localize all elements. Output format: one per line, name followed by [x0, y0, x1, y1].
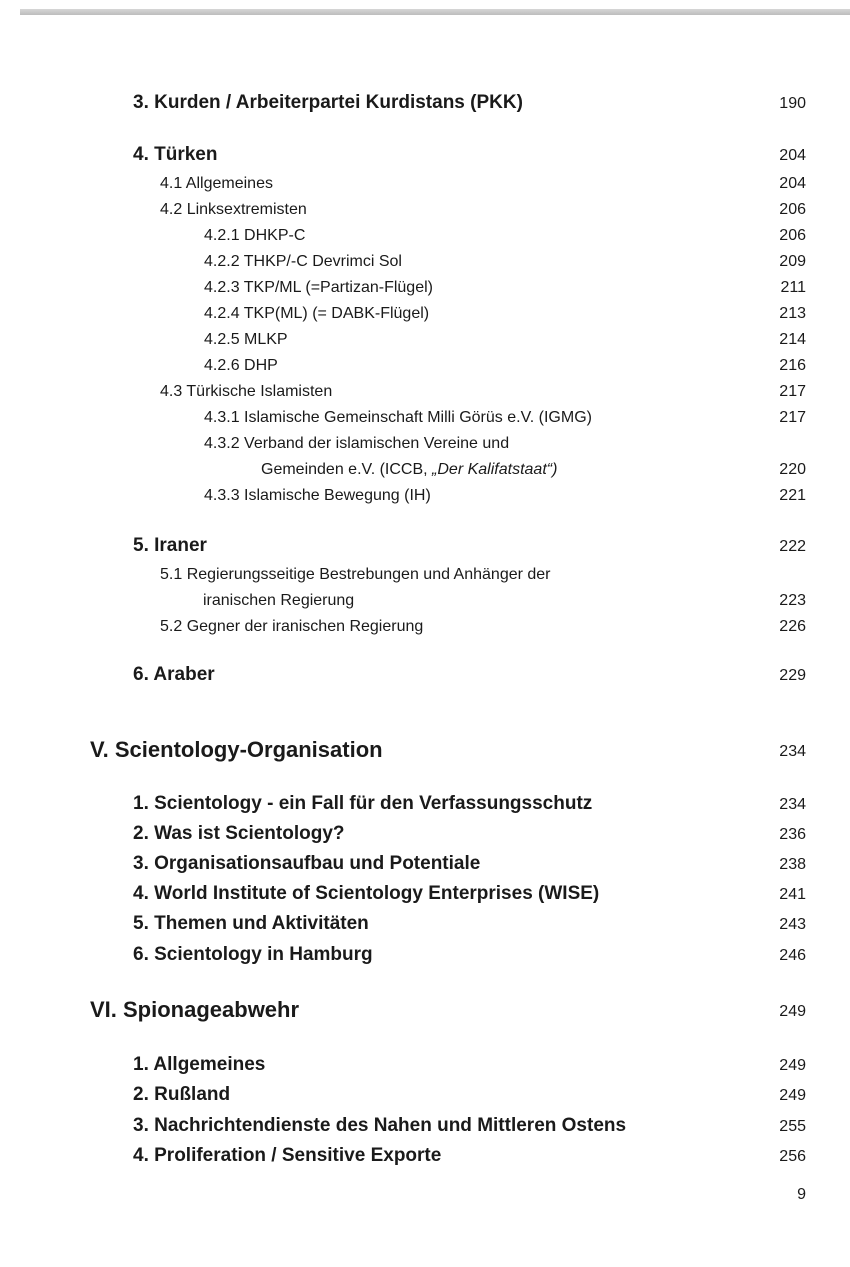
toc-page-5-1: 223 [779, 592, 806, 609]
toc-page-tuerken: 204 [779, 147, 806, 164]
toc-entry-4-1: 4.1 Allgemeines [160, 175, 273, 192]
toc-entry-4-2-4: 4.2.4 TKP(ML) (= DABK-Flügel) [204, 305, 430, 322]
toc-page-vi-2: 249 [779, 1087, 806, 1104]
toc-page-vi-1: 249 [779, 1057, 806, 1074]
scan-top-edge [20, 9, 850, 15]
toc-entry-5-1-line1: 5.1 Regierungsseitige Bestrebungen und Anhänger der [160, 566, 551, 583]
toc-page-4-3-1: 217 [779, 409, 806, 426]
toc-entry-v-1: 1. Scientology - ein Fall für den Verfassungsschutz [133, 793, 593, 814]
toc-page-4-2-5: 214 [779, 331, 806, 348]
toc-entry-tuerken: 4. Türken [133, 144, 218, 165]
toc-entry-vi-3: 3. Nachrichtendienste des Nahen und Mittleren Ostens [133, 1115, 627, 1136]
toc-entry-v-3: 3. Organisationsaufbau und Potentiale [133, 853, 481, 874]
toc-entry-4-2-3: 4.2.3 TKP/ML (=Partizan-Flügel) [204, 279, 433, 296]
toc-page-v-4: 241 [779, 886, 806, 903]
toc-entry-4-2-1: 4.2.1 DHKP-C [204, 227, 306, 244]
toc-entry-4-2-6: 4.2.6 DHP [204, 357, 278, 374]
toc-entry-kurden: 3. Kurden / Arbeiterpartei Kurdistans (PKK) [133, 92, 523, 113]
toc-entry-vi-2: 2. Rußland [133, 1084, 231, 1105]
toc-entry-5-2: 5.2 Gegner der iranischen Regierung [160, 618, 424, 635]
toc-page-4-2-1: 206 [779, 227, 806, 244]
toc-page-4-2-4: 213 [779, 305, 806, 322]
toc-entry-4-3-1: 4.3.1 Islamische Gemeinschaft Milli Görüs e.V. (IGMG) [204, 409, 592, 426]
toc-page-chapter-vi: 249 [779, 1003, 806, 1020]
toc-entry-araber: 6. Araber [133, 664, 215, 685]
toc-entry-4-3-3: 4.3.3 Islamische Bewegung (IH) [204, 487, 431, 504]
toc-entry-4-3: 4.3 Türkische Islamisten [160, 383, 333, 400]
toc-page-chapter-v: 234 [779, 743, 806, 760]
toc-entry-4-2-2: 4.2.2 THKP/-C Devrimci Sol [204, 253, 402, 270]
toc-entry-4-3-2-italic: „Der Kalifatstaat“) [432, 461, 558, 478]
toc-entry-5-1-line2: iranischen Regierung [203, 592, 355, 609]
toc-page-v-6: 246 [779, 947, 806, 964]
toc-page-4-2-2: 209 [779, 253, 806, 270]
toc-page-vi-4: 256 [779, 1148, 806, 1165]
toc-page-4-3: 217 [779, 383, 806, 400]
toc-page-vi-3: 255 [779, 1118, 806, 1135]
toc-entry-4-3-2-prefix: Gemeinden e.V. (ICCB, [261, 461, 433, 478]
toc-chapter-vi: VI. Spionageabwehr [90, 997, 300, 1022]
toc-entry-v-4: 4. World Institute of Scientology Enterprises (WISE) [133, 883, 600, 904]
toc-entry-iraner: 5. Iraner [133, 535, 207, 556]
toc-page-v-2: 236 [779, 826, 806, 843]
toc-page-kurden: 190 [779, 95, 806, 112]
toc-entry-4-3-2-line2 [261, 461, 557, 479]
toc-page-5-2: 226 [779, 618, 806, 635]
toc-page-4-1: 204 [779, 175, 806, 192]
toc-page-v-3: 238 [779, 856, 806, 873]
toc-entry-4-3-2-line1: 4.3.2 Verband der islamischen Vereine und [204, 435, 510, 452]
toc-entry-v-2: 2. Was ist Scientology? [133, 823, 345, 844]
toc-page-4-2: 206 [779, 201, 806, 218]
toc-entry-vi-4: 4. Proliferation / Sensitive Exporte [133, 1145, 442, 1166]
toc-entry-v-5: 5. Themen und Aktivitäten [133, 913, 369, 934]
toc-page-v-1: 234 [779, 796, 806, 813]
page-number: 9 [797, 1186, 806, 1203]
toc-page-v-5: 243 [779, 916, 806, 933]
toc-entry-v-6: 6. Scientology in Hamburg [133, 944, 373, 965]
toc-entry-4-2-5: 4.2.5 MLKP [204, 331, 288, 348]
toc-page-iraner: 222 [779, 538, 806, 555]
toc-entry-4-2: 4.2 Linksextremisten [160, 201, 307, 218]
toc-page-araber: 229 [779, 667, 806, 684]
toc-chapter-v: V. Scientology-Organisation [90, 737, 383, 762]
toc-page-4-3-3: 221 [779, 487, 806, 504]
toc-page-4-2-3: 211 [780, 279, 806, 296]
toc-entry-vi-1: 1. Allgemeines [133, 1054, 266, 1075]
toc-page-4-3-2: 220 [779, 461, 806, 478]
toc-page-4-2-6: 216 [779, 357, 806, 374]
